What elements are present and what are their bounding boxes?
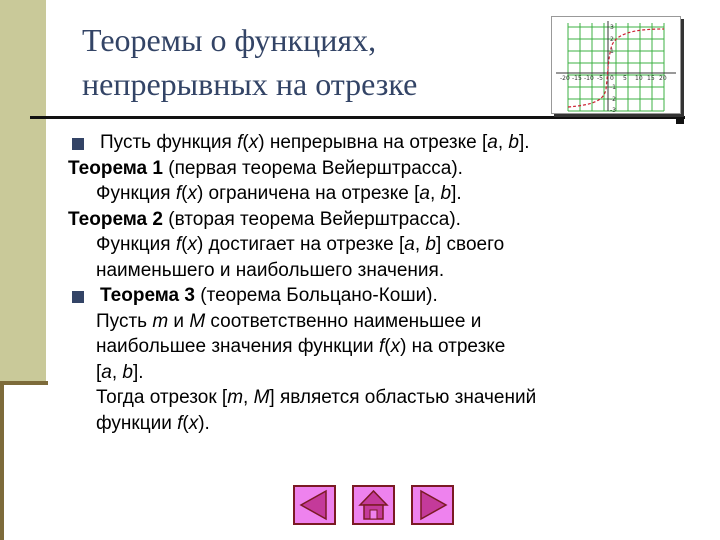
bullet-item — [68, 130, 708, 156]
y-tick-label: -2 — [610, 96, 616, 103]
text: Пусть — [96, 310, 153, 332]
text: ) непрерывна на отрезке [ — [258, 132, 488, 153]
theorem-3-text — [68, 385, 708, 411]
theorem-1-text — [68, 181, 708, 207]
text: ]. — [133, 361, 144, 383]
x-tick-label: 10 — [635, 75, 643, 82]
home-button[interactable] — [352, 485, 395, 525]
title-line-2: непрерывных на отрезке — [82, 66, 418, 102]
sidebar-divider — [0, 381, 48, 385]
text: (теорема Больцано-Коши). — [194, 285, 438, 306]
graph-grid — [568, 23, 664, 111]
math-m: m — [152, 310, 169, 332]
text: ]. — [518, 132, 530, 153]
x-tick-label: 15 — [647, 75, 655, 82]
text: Функция — [96, 234, 176, 255]
text: функции — [96, 412, 178, 434]
math-M: M — [253, 387, 270, 408]
y-tick-label: 1 — [610, 48, 614, 55]
text: ( — [181, 234, 188, 255]
text: Функция — [96, 183, 176, 204]
x-tick-label: 20 — [659, 75, 667, 82]
slide-body — [68, 130, 708, 436]
y-tick-label: 3 — [610, 24, 614, 31]
theorem-label: Теорема 1 — [68, 157, 163, 179]
math-x: x — [187, 183, 197, 204]
theorem-1-heading — [68, 156, 708, 182]
text: Пусть функция — [100, 132, 238, 153]
back-arrow-icon — [293, 485, 336, 525]
y-tick-label: -3 — [610, 107, 616, 113]
text: , — [111, 361, 123, 383]
text: наибольшее значения функции — [96, 336, 379, 357]
theorem-3-text — [68, 334, 708, 360]
x-tick-label: 5 — [623, 75, 627, 82]
graph-svg — [552, 17, 680, 113]
theorem-2-text-cont — [68, 258, 708, 284]
math-x: x — [187, 234, 197, 255]
math-b: b — [440, 183, 452, 204]
theorem-label: Теорема 2 — [68, 208, 163, 230]
math-b: b — [508, 132, 519, 153]
theorem-2-heading — [68, 207, 708, 233]
text: ( — [384, 336, 391, 357]
text: ( — [242, 132, 249, 153]
math-f: f — [175, 234, 182, 255]
math-f: f — [378, 336, 385, 357]
text: ] своего — [436, 234, 505, 255]
text: ) на отрезке — [400, 336, 506, 357]
text: , — [243, 387, 254, 408]
text: соответственно наименьшее и — [205, 310, 482, 332]
bullet-square-icon — [72, 291, 84, 303]
theorem-3-text — [68, 360, 708, 386]
math-a: a — [487, 132, 498, 153]
function-graph-thumbnail — [551, 16, 681, 114]
text: ( — [181, 183, 188, 204]
title-line-1: Теоремы о функциях, — [82, 22, 377, 58]
bullet-item — [68, 283, 708, 309]
math-f: f — [177, 412, 183, 434]
text: ]. — [451, 183, 462, 204]
bullet-square-icon — [72, 138, 84, 150]
x-tick-label: -15 — [572, 75, 582, 82]
text: [ — [96, 361, 102, 383]
math-a: a — [404, 234, 415, 255]
math-f: f — [237, 132, 243, 153]
math-f: f — [175, 183, 182, 204]
theorem-2-text — [68, 232, 708, 258]
text: , — [429, 183, 441, 204]
x-tick-label: 0 — [610, 75, 614, 82]
text: ( — [182, 412, 189, 434]
math-b: b — [122, 361, 133, 383]
text: Тогда отрезок [ — [96, 387, 228, 408]
prev-slide-button[interactable] — [293, 485, 336, 525]
x-tick-label: -5 — [597, 75, 603, 82]
title-underline — [30, 116, 685, 119]
text: и — [168, 310, 190, 332]
slide-title — [82, 18, 542, 106]
text: ) ограничена на отрезке [ — [196, 183, 420, 204]
y-tick-label: 2 — [610, 36, 614, 43]
theorem-3-text — [68, 309, 708, 335]
math-m: m — [227, 387, 244, 408]
math-x: x — [248, 132, 259, 153]
text: ] является областью значений — [269, 387, 537, 408]
sidebar-decoration — [0, 0, 46, 381]
home-icon — [352, 485, 395, 525]
math-x: x — [188, 412, 199, 434]
theorem-label: Теорема 3 — [100, 285, 195, 306]
text: (первая теорема Вейерштрасса). — [162, 157, 463, 179]
forward-arrow-icon — [411, 485, 454, 525]
math-x: x — [390, 336, 401, 357]
text: (вторая теорема Вейерштрасса). — [162, 208, 461, 230]
y-tick-label: -1 — [610, 84, 616, 91]
text: ). — [198, 412, 210, 434]
text: наименьшего и наибольшего значения. — [96, 259, 445, 281]
x-tick-label: -10 — [584, 75, 594, 82]
x-tick-label: -20 — [560, 75, 570, 82]
math-a: a — [101, 361, 112, 383]
text: , — [414, 234, 426, 255]
next-slide-button[interactable] — [411, 485, 454, 525]
text: ) достигает на отрезке [ — [196, 234, 405, 255]
theorem-3-text — [68, 411, 708, 437]
math-M: M — [189, 310, 206, 332]
text: , — [497, 132, 509, 153]
sidebar-bottom-line — [0, 385, 4, 540]
math-a: a — [419, 183, 430, 204]
math-b: b — [425, 234, 436, 255]
